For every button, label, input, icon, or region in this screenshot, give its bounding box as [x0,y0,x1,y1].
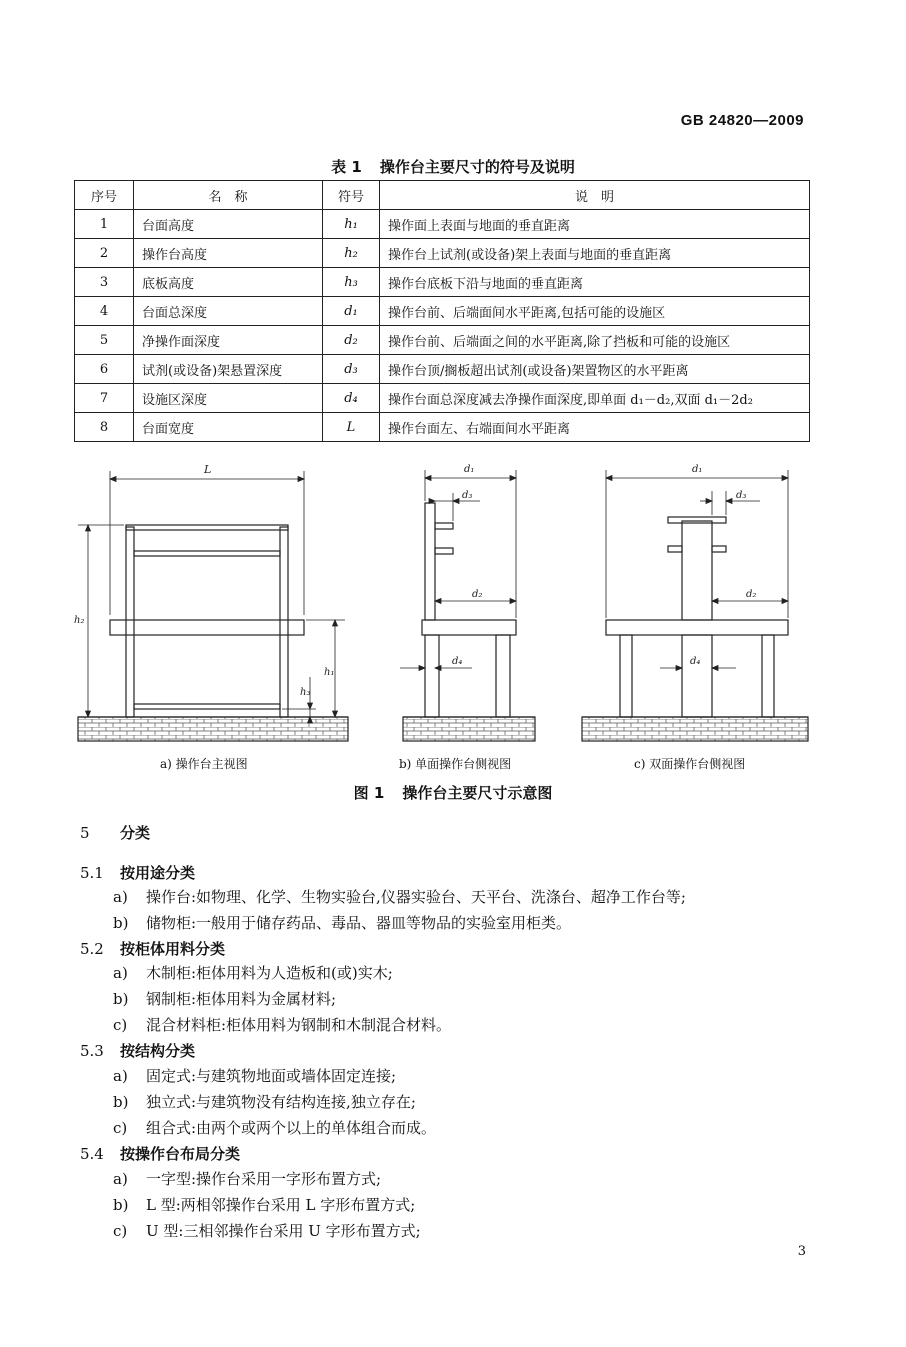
item-text: 组合式:由两个或两个以上的单体组合而成。 [146,1119,437,1137]
list-item [113,1117,436,1138]
caption-b: b) 单面操作台侧视图 [399,757,512,771]
item-text: 操作台:如物理、化学、生物实验台,仪器实验台、天平台、洗涤台、超净工作台等; [146,888,686,906]
item-label: b) [113,990,129,1008]
item-label: b) [113,1093,129,1111]
item-text: U 型:三相邻操作台采用 U 字形布置方式; [146,1222,421,1240]
dimension-table [74,180,810,442]
label-d1: d₁ [464,464,475,475]
section-5-heading [80,822,150,843]
section-title: 按柜体用料分类 [120,940,226,958]
row-name: 台面高度 [134,210,323,239]
row-description: 操作台前、后端面之间的水平距离,除了挡板和可能的设施区 [380,326,810,355]
list-item [113,1014,451,1035]
figure-title-text: 操作台主要尺寸示意图 [402,784,553,802]
table-title-text: 操作台主要尺寸的符号及说明 [379,158,575,176]
caption-a: a) 操作台主视图 [160,757,248,771]
label-d4: d₄ [452,656,463,667]
item-label: c) [113,1222,128,1240]
list-item [113,912,571,933]
list-item [113,1065,396,1086]
item-text: 储物柜:一般用于储存药品、毒品、器皿等物品的实验室用柜类。 [146,914,572,932]
list-item [113,1091,416,1112]
row-no: 3 [75,268,134,297]
row-name: 台面宽度 [134,413,323,442]
item-text: 木制柜:柜体用料为人造板和(或)实木; [146,964,393,982]
table-row [75,239,810,268]
list-item [113,1194,415,1215]
row-name: 净操作面深度 [134,326,323,355]
floor-hatch [582,717,808,741]
section-5-2-heading [80,938,225,959]
row-no: 5 [75,326,134,355]
row-description: 操作台上试剂(或设备)架上表面与地面的垂直距离 [380,239,810,268]
row-name: 试剂(或设备)架悬置深度 [134,355,323,384]
list-item [113,1168,381,1189]
row-name: 底板高度 [134,268,323,297]
table-title [0,156,906,177]
table-header-row [75,181,810,210]
floor-hatch [78,717,348,741]
item-label: a) [113,1067,128,1085]
table-row [75,297,810,326]
item-text: 混合材料柜:柜体用料为钢制和木制混合材料。 [146,1016,452,1034]
header-name: 名 称 [134,181,323,210]
row-symbol: d₄ [323,384,380,413]
row-description: 操作台面左、右端面间水平距离 [380,413,810,442]
row-name: 设施区深度 [134,384,323,413]
row-symbol: d₂ [323,326,380,355]
row-description: 操作台底板下沿与地面的垂直距离 [380,268,810,297]
label-d2: d₂ [746,589,757,600]
item-label: a) [113,888,128,906]
section-title: 按操作台布局分类 [120,1145,241,1163]
section-number: 5.2 [80,940,104,958]
item-text: 固定式:与建筑物地面或墙体固定连接; [146,1067,397,1085]
item-text: 独立式:与建筑物没有结构连接,独立存在; [146,1093,416,1111]
row-symbol: L [323,413,380,442]
caption-c: c) 双面操作台侧视图 [634,757,746,771]
table-row [75,268,810,297]
figure-title-label: 图 1 [353,784,385,802]
item-label: b) [113,914,129,932]
double-side-view-diagram [582,464,808,771]
row-symbol: h₁ [323,210,380,239]
single-side-view-diagram [399,464,535,771]
table-row [75,384,810,413]
row-symbol: h₃ [323,268,380,297]
figure-1 [60,455,860,785]
row-no: 1 [75,210,134,239]
row-no: 6 [75,355,134,384]
label-d3: d₃ [736,490,747,501]
page-number: 3 [797,1244,806,1259]
row-symbol: h₂ [323,239,380,268]
header-symbol: 符号 [323,181,380,210]
row-name: 操作台高度 [134,239,323,268]
section-number: 5.4 [80,1145,104,1163]
label-d2: d₂ [472,589,483,600]
table-row [75,355,810,384]
section-5-1-heading [80,862,195,883]
row-symbol: d₁ [323,297,380,326]
list-item [113,962,393,983]
item-text: 钢制柜:柜体用料为金属材料; [146,990,337,1008]
label-L: L [204,463,212,476]
front-view-diagram [74,463,348,771]
section-title: 按结构分类 [120,1042,196,1060]
label-d3: d₃ [462,490,473,501]
label-d4: d₄ [690,656,701,667]
table-row [75,413,810,442]
header-no: 序号 [75,181,134,210]
floor-hatch [403,717,535,741]
item-text: 一字型:操作台采用一字形布置方式; [146,1170,382,1188]
row-description: 操作台顶/搁板超出试剂(或设备)架置物区的水平距离 [380,355,810,384]
section-number: 5 [80,824,90,842]
figure-title [0,782,906,803]
table-top [110,620,304,635]
row-name: 台面总深度 [134,297,323,326]
row-symbol: d₃ [323,355,380,384]
item-text: L 型:两相邻操作台采用 L 字形布置方式; [146,1196,416,1214]
item-label: a) [113,964,128,982]
list-item [113,1220,421,1241]
section-5-3-heading [80,1040,195,1061]
row-description: 操作台前、后端面间水平距离,包括可能的设施区 [380,297,810,326]
item-label: c) [113,1119,128,1137]
header-description: 说 明 [380,181,810,210]
row-no: 2 [75,239,134,268]
row-no: 7 [75,384,134,413]
row-no: 8 [75,413,134,442]
list-item [113,988,336,1009]
section-title: 分类 [120,824,151,842]
table-title-label: 表 1 [331,158,362,176]
item-label: c) [113,1016,128,1034]
section-5-4-heading [80,1143,240,1164]
section-number: 5.1 [80,864,104,882]
item-label: a) [113,1170,128,1188]
label-d1: d₁ [692,464,703,475]
row-description: 操作台面总深度减去净操作面深度,即单面 d₁－d₂,双面 d₁－2d₂ [380,384,810,413]
row-description: 操作面上表面与地面的垂直距离 [380,210,810,239]
list-item [113,886,686,907]
label-h1: h₁ [324,667,335,678]
standard-code: GB 24820—2009 [680,112,804,129]
row-no: 4 [75,297,134,326]
label-h2: h₂ [74,615,85,626]
item-label: b) [113,1196,129,1214]
table-row [75,326,810,355]
table-row [75,210,810,239]
section-number: 5.3 [80,1042,104,1060]
label-h3: h₃ [300,687,311,698]
section-title: 按用途分类 [120,864,196,882]
